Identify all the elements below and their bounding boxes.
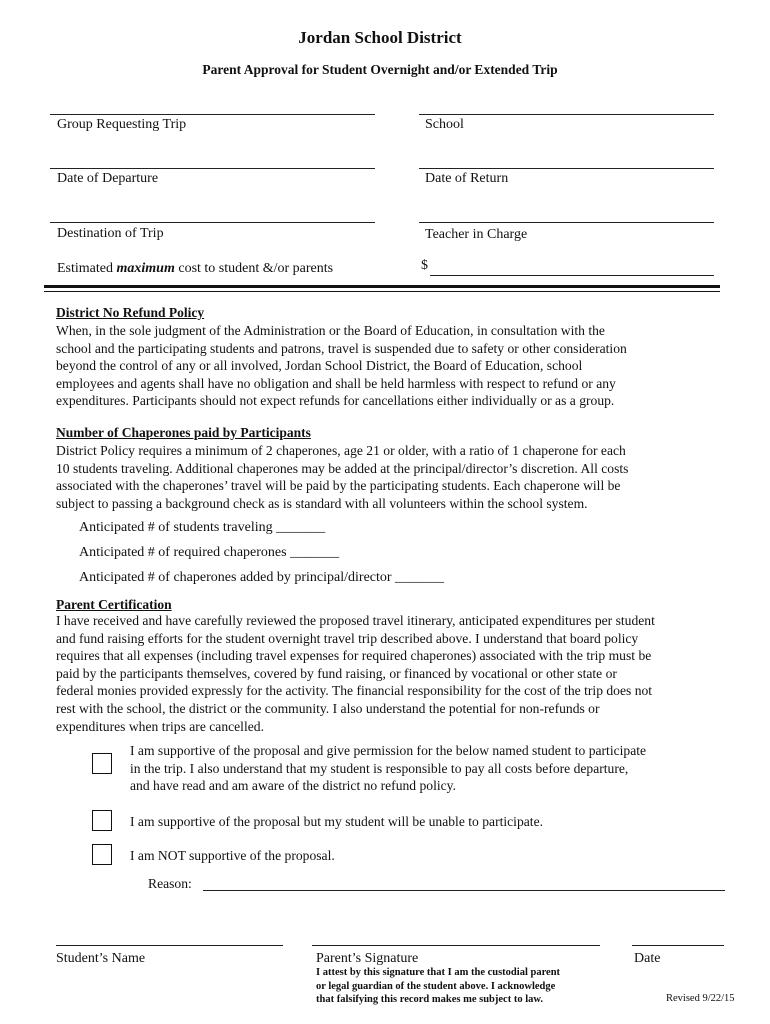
school-label: School [425, 117, 464, 132]
required-chaperones-field[interactable]: Anticipated # of required chaperones _______ [79, 545, 340, 560]
not-supportive-checkbox[interactable] [92, 844, 112, 865]
certification-heading: Parent Certification [56, 597, 172, 612]
date-of-return-label: Date of Return [425, 171, 509, 186]
refund-policy-text: When, in the sole judgment of the Administration or the Board of Education, in consultation with the school and the participating students and patrons, travel is suspended due to safety or other consideration beyond the control of any or all involved, Jordan School District, the Board of Education, school employees and agents shall have no obligation and shall be held harmless with respect to refund or any expenditures. Participants should not expect refunds for cancellations either individually or as a group. [56, 323, 627, 409]
section-divider-thin [44, 291, 720, 292]
date-line[interactable] [632, 945, 724, 946]
section-divider-thick [44, 285, 720, 288]
parent-signature-line[interactable] [312, 945, 600, 946]
date-of-return-line[interactable] [419, 168, 714, 169]
student-name-line[interactable] [56, 945, 283, 946]
estimated-cost-label: Estimated maximum cost to student &/or parents [57, 261, 334, 276]
refund-policy-heading: District No Refund Policy [56, 305, 205, 320]
unable-option-text: I am supportive of the proposal but my student will be unable to participate. [130, 814, 544, 829]
support-checkbox[interactable] [92, 753, 112, 774]
reason-line[interactable] [203, 890, 725, 891]
group-requesting-trip-label: Group Requesting Trip [57, 117, 187, 132]
date-label: Date [634, 951, 661, 966]
support-option-text: I am supportive of the proposal and give permission for the below named student to participate in the trip. I also understand that my student is responsible to pay all costs before departure, and have read and am aware of the district no refund policy. [130, 743, 647, 794]
unable-checkbox[interactable] [92, 810, 112, 831]
parent-signature-label: Parent’s Signature [316, 951, 419, 966]
attest-statement: I attest by this signature that I am the custodial parent or legal guardian of the student above. I acknowledge that falsifying this record makes me subject to law. [316, 967, 561, 1005]
students-traveling-field[interactable]: Anticipated # of students traveling _______ [79, 520, 326, 535]
chaperones-heading: Number of Chaperones paid by Participants [56, 425, 311, 440]
chaperones-text: District Policy requires a minimum of 2 chaperones, age 21 or older, with a ratio of 1 chaperone for each 10 students traveling. Additional chaperones may be added at the principal/director’s discretion. All costs associated with the chaperones’ travel will be paid by the participating students. Each chaperone will be subject to passing a background check as is standard with all volunteers within the school system. [56, 443, 629, 511]
page-subtitle: Parent Approval for Student Overnight and/or Extended Trip [202, 62, 558, 77]
teacher-in-charge-label: Teacher in Charge [425, 227, 528, 242]
date-of-departure-label: Date of Departure [57, 171, 159, 186]
certification-text: I have received and have carefully reviewed the proposed travel itinerary, anticipated expenditures per student and fund raising efforts for the student overnight travel trip described above. I understand that board policy requires that all expenses (including travel expenses for required chaperones) associated with the trip must be paid by the participants themselves, covered by fund raising, or financed by vocational or other state or federal monies provided expressly for the activity. The financial responsibility for the cost of the trip does not rest with the school, the district or the community. I also understand the potential for non-refunds or expenditures when trips are cancelled. [56, 613, 655, 734]
group-requesting-trip-line[interactable] [50, 114, 375, 115]
reason-label: Reason: [148, 876, 192, 891]
revision-date: Revised 9/22/15 [666, 993, 735, 1004]
teacher-in-charge-line[interactable] [419, 222, 714, 223]
destination-label: Destination of Trip [57, 226, 164, 241]
date-of-departure-line[interactable] [50, 168, 375, 169]
page-title: Jordan School District [298, 28, 462, 47]
added-chaperones-field[interactable]: Anticipated # of chaperones added by principal/director _______ [79, 570, 445, 585]
student-name-label: Student’s Name [56, 951, 146, 966]
destination-line[interactable] [50, 222, 375, 223]
estimated-cost-line[interactable] [430, 275, 714, 276]
school-line[interactable] [419, 114, 714, 115]
not-supportive-option-text: I am NOT supportive of the proposal. [130, 848, 335, 863]
currency-symbol: $ [421, 258, 428, 273]
